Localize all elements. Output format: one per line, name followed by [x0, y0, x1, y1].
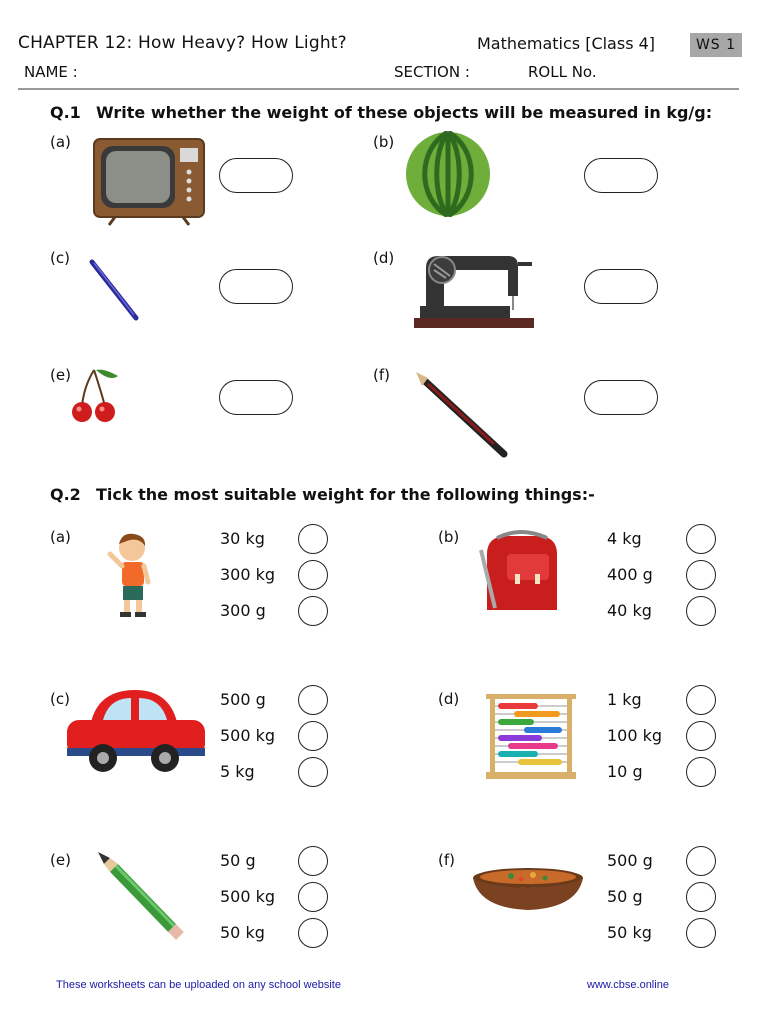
q2-label-f: (f)	[438, 851, 455, 869]
q2d-option-1: 1 kg	[607, 690, 642, 709]
q2b-option-1: 4 kg	[607, 529, 642, 548]
q2b-tick-3[interactable]	[686, 596, 716, 626]
car-icon	[65, 686, 207, 776]
cherries-icon	[70, 366, 132, 424]
subject-title: Mathematics [Class 4]	[477, 34, 656, 53]
q2c-option-3: 5 kg	[220, 762, 255, 781]
q2f-tick-3[interactable]	[686, 918, 716, 948]
q2a-tick-2[interactable]	[298, 560, 328, 590]
television-icon	[93, 138, 205, 226]
pencil-icon	[96, 850, 188, 942]
worksheet-badge: WS 1	[690, 33, 742, 57]
q2f-tick-1[interactable]	[686, 846, 716, 876]
q2-label-a: (a)	[50, 528, 71, 546]
q2e-tick-1[interactable]	[298, 846, 328, 876]
q2c-tick-3[interactable]	[298, 757, 328, 787]
answer-box-c[interactable]	[219, 269, 293, 304]
watermelon-icon	[405, 131, 491, 217]
q2e-option-1: 50 g	[220, 851, 256, 870]
q2b-tick-2[interactable]	[686, 560, 716, 590]
q2a-option-2: 300 kg	[220, 565, 276, 584]
q2-heading	[50, 485, 595, 504]
name-label: NAME :	[24, 63, 78, 81]
q2b-tick-1[interactable]	[686, 524, 716, 554]
q1-label-f: (f)	[373, 366, 390, 384]
q2c-tick-2[interactable]	[298, 721, 328, 751]
pencil-icon	[414, 372, 512, 462]
food-bowl-icon	[471, 866, 585, 912]
q2-text: Tick the most suitable weight for the following things:-	[96, 485, 595, 504]
q2-label-b: (b)	[438, 528, 460, 546]
q2f-option-1: 500 g	[607, 851, 653, 870]
q1-number: Q.1	[50, 103, 81, 122]
answer-box-f[interactable]	[584, 380, 658, 415]
q1-label-b: (b)	[373, 133, 395, 151]
q1-heading	[50, 103, 712, 122]
q2e-tick-2[interactable]	[298, 882, 328, 912]
q2c-option-1: 500 g	[220, 690, 266, 709]
q2d-option-3: 10 g	[607, 762, 643, 781]
q1-label-e: (e)	[50, 366, 71, 384]
sewing-machine-icon	[412, 250, 536, 330]
q2-number: Q.2	[50, 485, 81, 504]
roll-label: ROLL No.	[528, 63, 597, 81]
school-bag-icon	[477, 530, 565, 614]
q2b-option-3: 40 kg	[607, 601, 652, 620]
q2d-option-2: 100 kg	[607, 726, 663, 745]
q1-label-a: (a)	[50, 133, 71, 151]
footer-website-link[interactable]: www.cbse.online	[587, 979, 669, 991]
q2f-tick-2[interactable]	[686, 882, 716, 912]
q1-label-c: (c)	[50, 249, 70, 267]
answer-box-d[interactable]	[584, 269, 658, 304]
q2d-tick-1[interactable]	[686, 685, 716, 715]
footer-note: These worksheets can be uploaded on any school website	[56, 979, 341, 991]
q2a-option-3: 300 g	[220, 601, 266, 620]
q2a-option-1: 30 kg	[220, 529, 265, 548]
q2e-option-3: 50 kg	[220, 923, 265, 942]
chapter-title: CHAPTER 12: How Heavy? How Light?	[18, 33, 347, 53]
q2b-option-2: 400 g	[607, 565, 653, 584]
boy-icon	[100, 530, 158, 618]
q2e-option-2: 500 kg	[220, 887, 276, 906]
section-label: SECTION :	[394, 63, 470, 81]
pen-icon	[88, 258, 142, 322]
answer-box-a[interactable]	[219, 158, 293, 193]
q2-label-c: (c)	[50, 690, 70, 708]
answer-box-b[interactable]	[584, 158, 658, 193]
q2f-option-3: 50 kg	[607, 923, 652, 942]
q1-label-d: (d)	[373, 249, 395, 267]
q2c-option-2: 500 kg	[220, 726, 276, 745]
q2f-option-2: 50 g	[607, 887, 643, 906]
q2-label-e: (e)	[50, 851, 71, 869]
abacus-icon	[484, 692, 578, 782]
q2c-tick-1[interactable]	[298, 685, 328, 715]
q2-label-d: (d)	[438, 690, 460, 708]
q2d-tick-3[interactable]	[686, 757, 716, 787]
q2e-tick-3[interactable]	[298, 918, 328, 948]
q2a-tick-3[interactable]	[298, 596, 328, 626]
q2a-tick-1[interactable]	[298, 524, 328, 554]
q2d-tick-2[interactable]	[686, 721, 716, 751]
q1-text: Write whether the weight of these objects will be measured in kg/g:	[96, 103, 713, 122]
header-divider	[18, 88, 739, 90]
answer-box-e[interactable]	[219, 380, 293, 415]
